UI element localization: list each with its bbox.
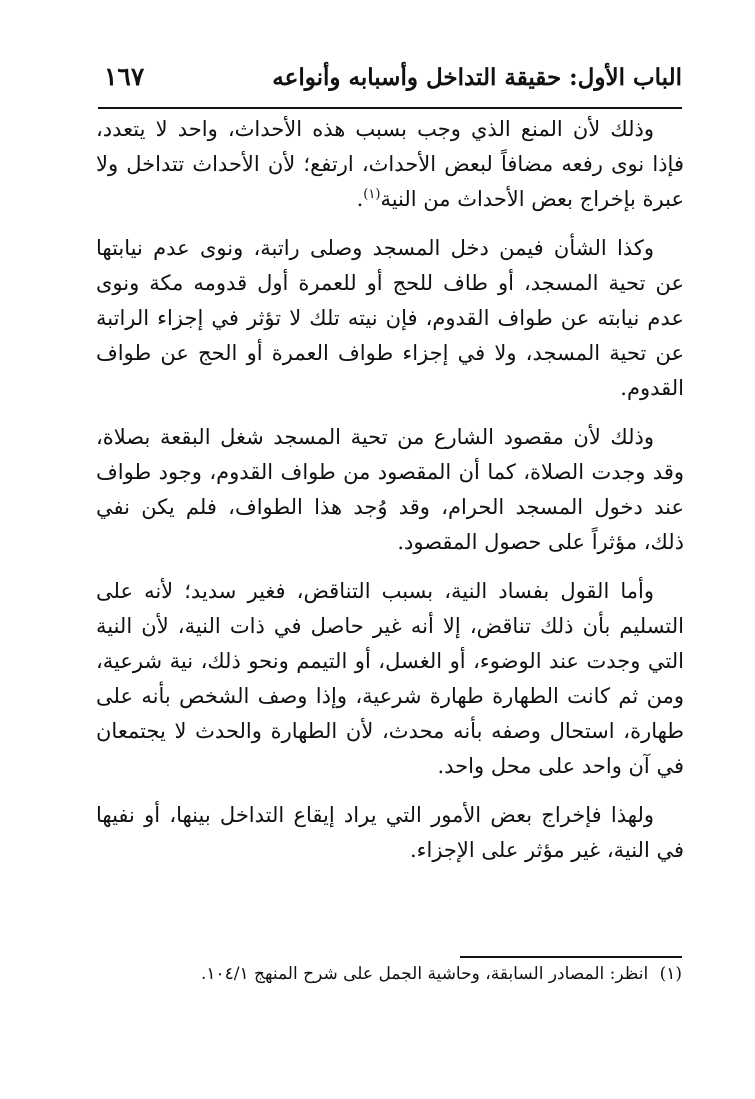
paragraph-1-end: .: [356, 187, 364, 211]
page-number: ١٦٧: [104, 62, 145, 91]
footnote-marker: (١): [659, 964, 682, 984]
paragraph-4: وأما القول بفساد النية، بسبب التناقض، فغير سديد؛ لأنه على التسليم بأن ذلك تناقض، إلا أنه غير حاصل في ذات النية، لأن النية التي وجدت عند الوضوء، أو الغسل، أو التيمم ونحو ذلك، نية شرعية، ومن ثم كانت الطهارة طهارة شرعية، وإذا وصف الشخص بأنه على طهارة، استحال وصفه بأنه محدث، لأن الطهارة والحدث لا يجتمعان في آن واحد على محل واحد.: [96, 579, 684, 778]
paragraph-1: [96, 112, 684, 217]
chapter-title: الباب الأول: حقيقة التداخل وأسبابه وأنواعه: [272, 64, 682, 91]
footnote-divider: [460, 956, 682, 958]
paragraph-3: وذلك لأن مقصود الشارع من تحية المسجد شغل البقعة بصلاة، وقد وجدت الصلاة، كما أن المقصود من طواف القدوم، وجود طواف عند دخول المسجد الحرام، وقد وُجد هذا الطواف، فلم يكن نفي ذلك، مؤثراً على حصول المقصود.: [96, 425, 684, 554]
running-header: [98, 62, 682, 102]
footnote-text: انظر: المصادر السابقة، وحاشية الجمل على شرح المنهج ١٠٤/١.: [200, 964, 649, 984]
paragraph-1-text: وذلك لأن المنع الذي وجب بسبب هذه الأحداث، واحد لا يتعدد، فإذا نوى رفعه مضافاً لبعض الأحداث، ارتفع؛ لأن الأحداث تتداخل ولا عبرة بإخراج بعض الأحداث من النية: [96, 117, 684, 211]
footnote-reference[interactable]: (١): [363, 187, 381, 202]
footnote: [180, 960, 682, 988]
paragraph-5: ولهذا فإخراج بعض الأمور التي يراد إيقاع التداخل بينها، أو نفيها في النية، غير مؤثر على الإجزاء.: [96, 803, 684, 862]
header-divider: [98, 107, 682, 109]
main-text: [96, 112, 684, 882]
paragraph-2: وكذا الشأن فيمن دخل المسجد وصلى راتبة، ونوى عدم نيابتها عن تحية المسجد، أو طاف للحج أو للعمرة أول قدومه مكة ونوى عدم نيابته عن طواف القدوم، فإن نيته تلك لا تؤثر في إجزاء الراتبة عن تحية المسجد، ولا في إجزاء طواف العمرة أو الحج عن طواف القدوم.: [96, 236, 684, 400]
